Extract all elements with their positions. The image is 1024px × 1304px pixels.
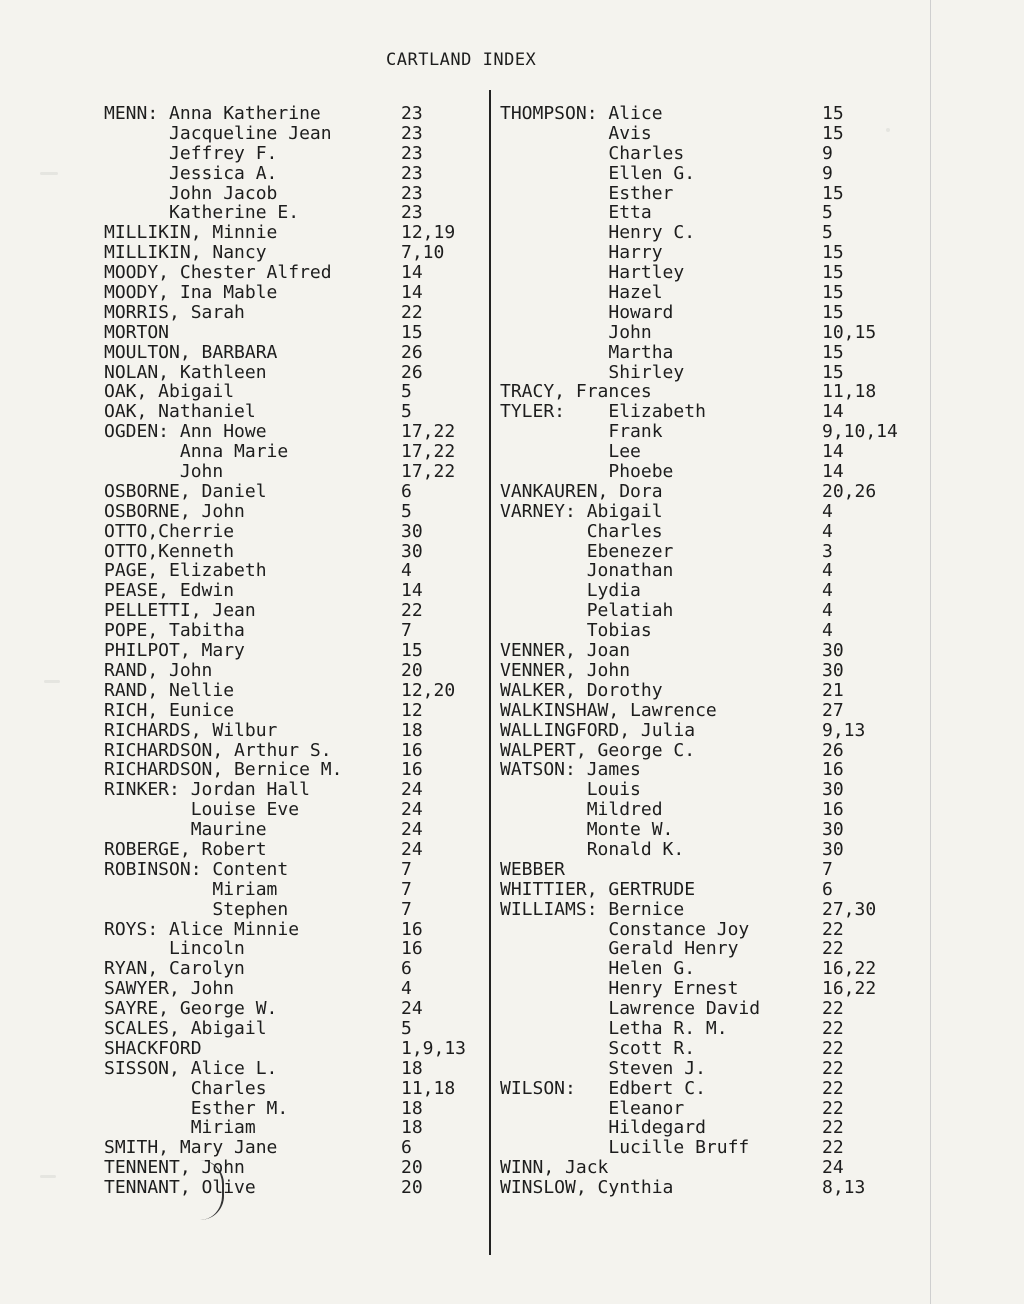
scan-speck xyxy=(886,128,890,132)
column-divider xyxy=(489,90,491,1255)
entry-pages: 24 xyxy=(401,838,423,860)
entry-pages: 9,10,14 xyxy=(822,421,898,443)
entry-name: MORTON xyxy=(104,321,170,343)
entry-pages: 22 xyxy=(822,1017,844,1039)
entry-pages: 30 xyxy=(401,540,423,562)
entry-name: Gerald Henry xyxy=(500,938,739,960)
entry-pages: 23 xyxy=(401,182,423,204)
entry-pages: 23 xyxy=(401,162,423,184)
entry-pages: 16 xyxy=(401,739,423,761)
entry-pages: 9,13 xyxy=(822,719,866,741)
entry-name: ROYS: Alice Minnie xyxy=(104,918,300,940)
entry-name: Esther M. xyxy=(104,1097,289,1119)
entry-pages: 14 xyxy=(401,580,423,602)
entry-pages: 12,20 xyxy=(401,679,456,701)
entry-pages: 4 xyxy=(401,978,412,1000)
entry-pages: 1,9,13 xyxy=(401,1037,467,1059)
entry-pages: 14 xyxy=(822,401,844,423)
entry-pages: 17,22 xyxy=(401,441,456,463)
entry-name: WEBBER xyxy=(500,858,566,880)
entry-name: John Jacob xyxy=(104,182,278,204)
entry-pages: 5 xyxy=(401,381,412,403)
entry-pages: 4 xyxy=(822,520,833,542)
entry-pages: 14 xyxy=(401,282,423,304)
entry-pages: 26 xyxy=(822,739,844,761)
scan-edge-line xyxy=(930,0,931,1304)
entry-name: WATSON: James xyxy=(500,759,641,781)
entry-name: Lincoln xyxy=(104,938,245,960)
entry-name: WINN, Jack xyxy=(500,1157,609,1179)
entry-pages: 10,15 xyxy=(822,321,877,343)
entry-name: WALPERT, George C. xyxy=(500,739,696,761)
entry-pages: 17,22 xyxy=(401,421,456,443)
entry-name: TRACY, Frances xyxy=(500,381,652,403)
entry-name: NOLAN, Kathleen xyxy=(104,361,267,383)
entry-name: VANKAUREN, Dora xyxy=(500,480,663,502)
entry-pages: 15 xyxy=(822,301,844,323)
entry-pages: 11,18 xyxy=(401,1077,456,1099)
entry-pages: 16 xyxy=(401,938,423,960)
entry-pages: 7 xyxy=(401,898,412,920)
entry-pages: 15 xyxy=(822,182,844,204)
entry-pages: 30 xyxy=(401,520,423,542)
entry-name: PHILPOT, Mary xyxy=(104,640,245,662)
entry-name: MOULTON, BARBARA xyxy=(104,341,278,363)
entry-pages: 16,22 xyxy=(822,978,877,1000)
entry-name: Jeffrey F. xyxy=(104,142,278,164)
entry-name: Henry Ernest xyxy=(500,978,739,1000)
entry-name: VENNER, John xyxy=(500,659,631,681)
entry-name: Jonathan xyxy=(500,560,674,582)
entry-name: RAND, John xyxy=(104,659,213,681)
entry-pages: 15 xyxy=(822,103,844,124)
entry-pages: 15 xyxy=(822,361,844,383)
entry-name: Mildred xyxy=(500,799,663,821)
entry-name: PEASE, Edwin xyxy=(104,580,235,602)
entry-pages: 6 xyxy=(822,878,833,900)
scan-speck xyxy=(40,172,58,175)
entry-name: MILLIKIN, Minnie xyxy=(104,222,278,244)
entry-name: Jessica A. xyxy=(104,162,278,184)
entry-name: VENNER, Joan xyxy=(500,640,631,662)
entry-name: Miriam xyxy=(104,1117,256,1139)
entry-name: WINSLOW, Cynthia xyxy=(500,1177,674,1199)
entry-name: Charles xyxy=(500,520,663,542)
entry-pages: 23 xyxy=(401,103,423,124)
entry-pages: 21 xyxy=(822,679,844,701)
entry-pages: 26 xyxy=(401,341,423,363)
entry-pages: 18 xyxy=(401,1057,423,1079)
entry-pages: 24 xyxy=(401,779,423,801)
entry-pages: 7,10 xyxy=(401,242,445,264)
entry-name: Harry xyxy=(500,242,663,264)
entry-pages: 7 xyxy=(401,858,412,880)
entry-pages: 24 xyxy=(401,799,423,821)
entry-pages: 30 xyxy=(822,819,844,841)
entry-name: Howard xyxy=(500,301,674,323)
entry-name: Hartley xyxy=(500,262,685,284)
entry-pages: 4 xyxy=(822,620,833,642)
entry-name: ROBINSON: Content xyxy=(104,858,289,880)
entry-pages: 16,22 xyxy=(822,958,877,980)
entry-name: PELLETTI, Jean xyxy=(104,600,256,622)
entry-pages: 24 xyxy=(401,998,423,1020)
entry-pages: 15 xyxy=(401,640,423,662)
entry-pages: 22 xyxy=(822,918,844,940)
entry-name: SCALES, Abigail xyxy=(104,1017,267,1039)
entry-name: SHACKFORD xyxy=(104,1037,202,1059)
entry-name: ROBERGE, Robert xyxy=(104,838,267,860)
entry-name: RAND, Nellie xyxy=(104,679,235,701)
entry-pages: 15 xyxy=(401,321,423,343)
entry-pages: 20 xyxy=(401,1177,423,1199)
scan-speck xyxy=(44,680,60,683)
entry-name: MORRIS, Sarah xyxy=(104,301,245,323)
entry-name: Lawrence David xyxy=(500,998,761,1020)
entry-pages: 30 xyxy=(822,659,844,681)
entry-pages: 4 xyxy=(401,560,412,582)
entry-pages: 4 xyxy=(822,580,833,602)
entry-pages: 5 xyxy=(401,500,412,522)
entry-pages: 15 xyxy=(822,341,844,363)
entry-pages: 22 xyxy=(822,1097,844,1119)
entry-name: Hildegard xyxy=(500,1117,706,1139)
entry-pages: 11,18 xyxy=(822,381,877,403)
entry-pages: 7 xyxy=(401,620,412,642)
entry-name: Shirley xyxy=(500,361,685,383)
entry-pages: 9 xyxy=(822,142,833,164)
entry-pages: 5 xyxy=(822,222,833,244)
entry-pages: 5 xyxy=(822,202,833,224)
entry-name: Frank xyxy=(500,421,663,443)
entry-name: TYLER: Elizabeth xyxy=(500,401,706,423)
entry-name: RYAN, Carolyn xyxy=(104,958,245,980)
entry-name: RINKER: Jordan Hall xyxy=(104,779,310,801)
entry-name: Ronald K. xyxy=(500,838,685,860)
entry-pages: 16 xyxy=(822,799,844,821)
entry-pages: 8,13 xyxy=(822,1177,866,1199)
entry-pages: 30 xyxy=(822,640,844,662)
entry-pages: 5 xyxy=(401,1017,412,1039)
entry-name: Charles xyxy=(104,1077,267,1099)
entry-pages: 22 xyxy=(822,1137,844,1159)
entry-name: MILLIKIN, Nancy xyxy=(104,242,267,264)
entry-name: OTTO,Cherrie xyxy=(104,520,235,542)
entry-name: THOMPSON: Alice xyxy=(500,103,663,124)
entry-pages: 7 xyxy=(401,878,412,900)
entry-pages: 18 xyxy=(401,1117,423,1139)
entry-name: TENNANT, Olive xyxy=(104,1177,256,1199)
entry-name: Louise Eve xyxy=(104,799,300,821)
entry-pages: 22 xyxy=(401,600,423,622)
entry-name: SISSON, Alice L. xyxy=(104,1057,278,1079)
entry-name: Helen G. xyxy=(500,958,696,980)
entry-pages: 22 xyxy=(822,1037,844,1059)
page-title: CARTLAND INDEX xyxy=(386,50,537,70)
entry-pages: 15 xyxy=(822,122,844,144)
entry-name: OAK, Abigail xyxy=(104,381,235,403)
entry-name: Maurine xyxy=(104,819,267,841)
entry-name: Louis xyxy=(500,779,641,801)
entry-name: RICHARDS, Wilbur xyxy=(104,719,278,741)
entry-pages: 20 xyxy=(401,1157,423,1179)
entry-name: Ellen G. xyxy=(500,162,696,184)
entry-name: WALKER, Dorothy xyxy=(500,679,663,701)
entry-pages: 14 xyxy=(822,461,844,483)
entry-name: RICHARDSON, Arthur S. xyxy=(104,739,332,761)
entry-name: SMITH, Mary Jane xyxy=(104,1137,278,1159)
entry-pages: 22 xyxy=(822,1057,844,1079)
entry-pages: 14 xyxy=(401,262,423,284)
entry-name: Eleanor xyxy=(500,1097,685,1119)
entry-pages: 4 xyxy=(822,500,833,522)
entry-pages: 30 xyxy=(822,838,844,860)
entry-name: MENN: Anna Katherine xyxy=(104,103,321,124)
entry-name: WALLINGFORD, Julia xyxy=(500,719,696,741)
entry-name: VARNEY: Abigail xyxy=(500,500,663,522)
entry-pages: 5 xyxy=(401,401,412,423)
entry-name: PAGE, Elizabeth xyxy=(104,560,267,582)
entry-name: SAWYER, John xyxy=(104,978,235,1000)
entry-name: Phoebe xyxy=(500,461,674,483)
entry-name: Pelatiah xyxy=(500,600,674,622)
entry-pages: 14 xyxy=(822,441,844,463)
entry-pages: 24 xyxy=(401,819,423,841)
entry-name: Miriam xyxy=(104,878,278,900)
entry-name: Esther xyxy=(500,182,674,204)
entry-name: WILSON: Edbert C. xyxy=(500,1077,706,1099)
entry-name: TENNENT, John xyxy=(104,1157,245,1179)
entry-pages: 6 xyxy=(401,1137,412,1159)
entry-pages: 12,19 xyxy=(401,222,456,244)
entry-name: Monte W. xyxy=(500,819,674,841)
entry-name: Steven J. xyxy=(500,1057,706,1079)
entry-pages: 16 xyxy=(401,918,423,940)
entry-name: Stephen xyxy=(104,898,289,920)
entry-name: Anna Marie xyxy=(104,441,289,463)
entry-name: John xyxy=(104,461,224,483)
entry-name: RICHARDSON, Bernice M. xyxy=(104,759,343,781)
entry-name: POPE, Tabitha xyxy=(104,620,245,642)
entry-name: OGDEN: Ann Howe xyxy=(104,421,267,443)
entry-pages: 7 xyxy=(822,858,833,880)
entry-pages: 22 xyxy=(822,1117,844,1139)
entry-pages: 17,22 xyxy=(401,461,456,483)
entry-name: Lee xyxy=(500,441,641,463)
entry-pages: 22 xyxy=(822,998,844,1020)
entry-pages: 24 xyxy=(822,1157,844,1179)
entry-pages: 15 xyxy=(822,262,844,284)
entry-name: OAK, Nathaniel xyxy=(104,401,256,423)
entry-name: Hazel xyxy=(500,282,663,304)
entry-pages: 18 xyxy=(401,1097,423,1119)
entry-pages: 15 xyxy=(822,282,844,304)
entry-pages: 23 xyxy=(401,122,423,144)
scan-speck xyxy=(40,1175,56,1178)
entry-name: RICH, Eunice xyxy=(104,699,235,721)
entry-name: WHITTIER, GERTRUDE xyxy=(500,878,696,900)
entry-pages: 12 xyxy=(401,699,423,721)
entry-name: Henry C. xyxy=(500,222,696,244)
entry-name: Charles xyxy=(500,142,685,164)
entry-name: Tobias xyxy=(500,620,652,642)
entry-pages: 22 xyxy=(822,1077,844,1099)
entry-name: WALKINSHAW, Lawrence xyxy=(500,699,717,721)
entry-name: Martha xyxy=(500,341,674,363)
entry-pages: 22 xyxy=(822,938,844,960)
entry-name: Ebenezer xyxy=(500,540,674,562)
entry-name: Constance Joy xyxy=(500,918,750,940)
entry-pages: 22 xyxy=(401,301,423,323)
entry-pages: 18 xyxy=(401,719,423,741)
entry-pages: 4 xyxy=(822,600,833,622)
entry-name: MOODY, Chester Alfred xyxy=(104,262,332,284)
entry-name: Etta xyxy=(500,202,652,224)
entry-name: MOODY, Ina Mable xyxy=(104,282,278,304)
entry-pages: 27 xyxy=(822,699,844,721)
entry-name: Lucille Bruff xyxy=(500,1137,750,1159)
entry-pages: 16 xyxy=(401,759,423,781)
entry-name: WILLIAMS: Bernice xyxy=(500,898,685,920)
entry-pages: 27,30 xyxy=(822,898,877,920)
entry-pages: 30 xyxy=(822,779,844,801)
entry-pages: 4 xyxy=(822,560,833,582)
entry-pages: 16 xyxy=(822,759,844,781)
entry-pages: 9 xyxy=(822,162,833,184)
entry-name: John xyxy=(500,321,652,343)
entry-pages: 3 xyxy=(822,540,833,562)
entry-name: OSBORNE, John xyxy=(104,500,245,522)
entry-name: Letha R. M. xyxy=(500,1017,728,1039)
entry-name: Avis xyxy=(500,122,652,144)
entry-name: OTTO,Kenneth xyxy=(104,540,235,562)
entry-name: SAYRE, George W. xyxy=(104,998,278,1020)
entry-name: Scott R. xyxy=(500,1037,696,1059)
entry-name: Katherine E. xyxy=(104,202,300,224)
entry-pages: 26 xyxy=(401,361,423,383)
entry-pages: 20,26 xyxy=(822,480,877,502)
entry-pages: 15 xyxy=(822,242,844,264)
entry-pages: 23 xyxy=(401,202,423,224)
entry-name: Lydia xyxy=(500,580,641,602)
entry-pages: 6 xyxy=(401,480,412,502)
entry-pages: 6 xyxy=(401,958,412,980)
entry-pages: 23 xyxy=(401,142,423,164)
entry-name: Jacqueline Jean xyxy=(104,122,332,144)
entry-pages: 20 xyxy=(401,659,423,681)
entry-name: OSBORNE, Daniel xyxy=(104,480,267,502)
